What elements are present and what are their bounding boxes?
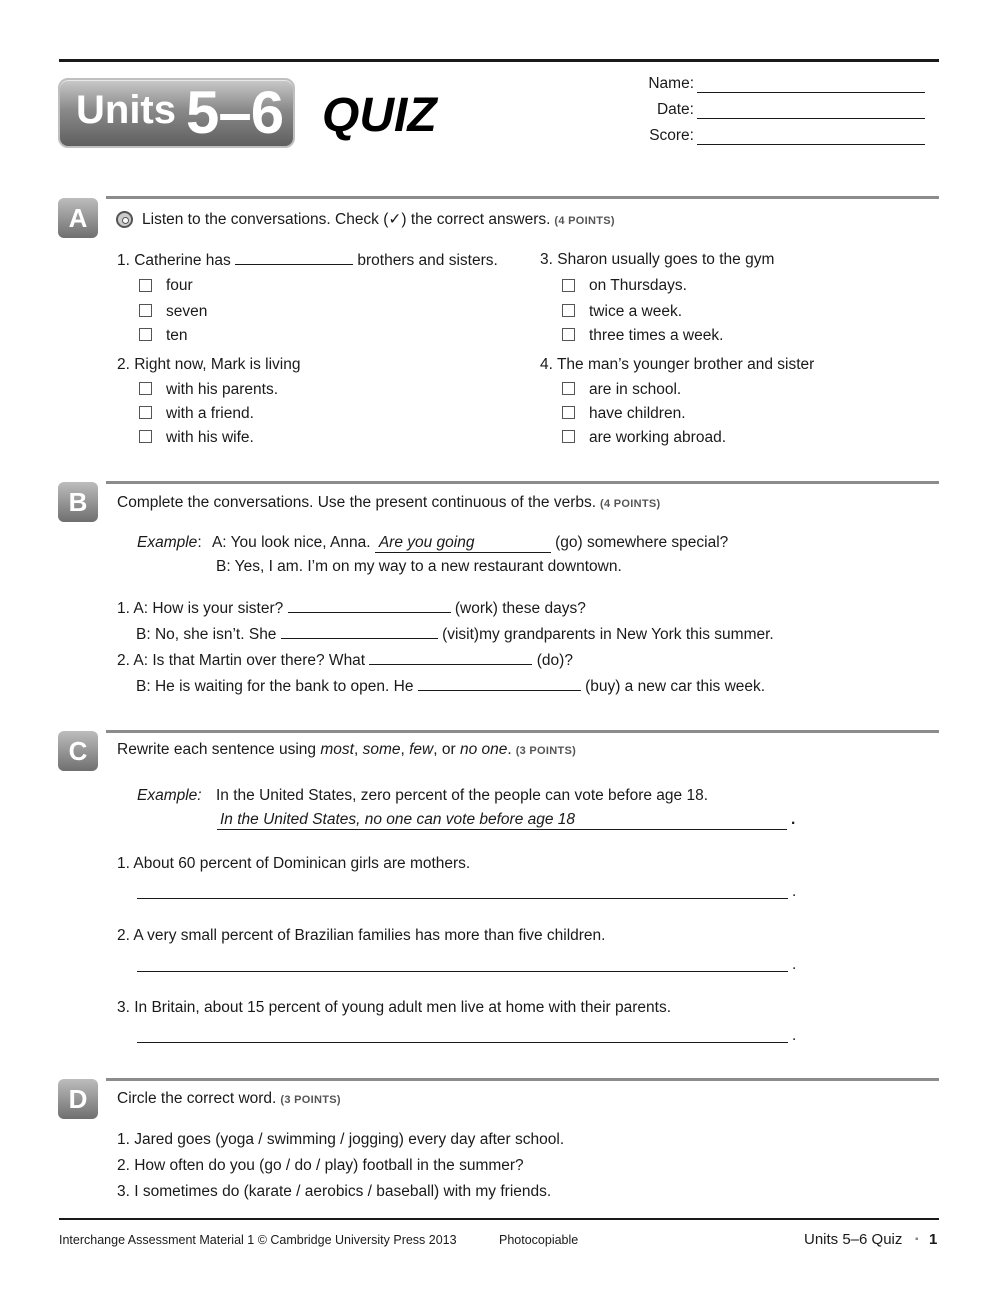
option-a1-1: seven	[166, 303, 208, 320]
option-a3-1: twice a week.	[589, 303, 683, 320]
top-rule	[59, 59, 939, 62]
question-c2: 2. A very small percent of Brazilian families has more than five children.	[117, 927, 606, 944]
section-c-points: (3 POINTS)	[515, 745, 577, 757]
example-period: .	[791, 811, 796, 828]
checkbox-a1-0[interactable]	[139, 279, 152, 292]
section-a-points: (4 POINTS)	[554, 215, 615, 227]
example-label: Example	[137, 534, 198, 551]
section-b-rule	[106, 481, 939, 484]
question-a4: 4. The man’s younger brother and sister	[540, 356, 815, 373]
footer-quiz-name: Units 5–6 Quiz	[804, 1231, 903, 1248]
section-c-badge: C	[58, 731, 98, 771]
option-a4-1: have children.	[589, 405, 686, 422]
period-c2: .	[792, 956, 797, 973]
footer-copyright: Interchange Assessment Material 1 © Cambridge University Press 2013	[59, 1233, 457, 1247]
section-c-example-label: Example:	[137, 787, 202, 804]
question-d3: 3. I sometimes do (karate / aerobics / baseball) with my friends.	[117, 1183, 552, 1200]
section-a-rule	[106, 196, 939, 199]
answer-line-c1[interactable]	[137, 898, 788, 899]
period-c3: .	[792, 1027, 797, 1044]
blank-b2-a[interactable]	[369, 651, 532, 665]
section-d-rule	[106, 1078, 939, 1081]
units-number: 5–6	[186, 79, 284, 146]
checkbox-a3-1[interactable]	[562, 304, 575, 317]
section-c-example-text: In the United States, zero percent of the people can vote before age 18.	[216, 787, 709, 804]
blank-b2-b[interactable]	[418, 677, 581, 691]
option-a3-0: on Thursdays.	[589, 277, 687, 294]
option-a2-1: with a friend.	[166, 405, 254, 422]
checkbox-a2-1[interactable]	[139, 406, 152, 419]
question-a2: 2. Right now, Mark is living	[117, 356, 301, 373]
question-d2: 2. How often do you (go / do / play) football in the summer?	[117, 1157, 524, 1174]
checkbox-a1-1[interactable]	[139, 304, 152, 317]
date-field[interactable]	[697, 118, 925, 119]
bottom-rule	[59, 1218, 939, 1220]
section-d-instruction: Circle the correct word. (3 POINTS)	[117, 1090, 341, 1107]
option-a3-2: three times a week.	[589, 327, 724, 344]
section-c-example-answer: In the United States, no one can vote before age 18	[217, 811, 787, 830]
checkbox-a4-2[interactable]	[562, 430, 575, 443]
option-a1-2: ten	[166, 327, 188, 344]
checkbox-a2-0[interactable]	[139, 382, 152, 395]
blank-a1[interactable]	[235, 251, 353, 265]
section-b-points: (4 POINTS)	[600, 498, 661, 510]
question-a3: 3. Sharon usually goes to the gym	[540, 251, 775, 268]
checkbox-a4-1[interactable]	[562, 406, 575, 419]
question-d1: 1. Jared goes (yoga / swimming / jogging) every day after school.	[117, 1131, 565, 1148]
footer-separator: ▪	[915, 1234, 919, 1245]
section-d-points: (3 POINTS)	[280, 1094, 341, 1106]
option-a1-0: four	[166, 277, 193, 294]
section-b-example-line-b: B: Yes, I am. I’m on my way to a new restaurant downtown.	[216, 558, 622, 575]
question-b1-b: B: No, she isn’t. She (visit)my grandparents in New York this summer.	[136, 626, 774, 643]
section-c-rule	[106, 730, 939, 733]
audio-cd-icon[interactable]	[116, 211, 133, 228]
question-c3: 3. In Britain, about 15 percent of young adult men live at home with their parents.	[117, 999, 672, 1016]
option-a2-2: with his wife.	[166, 429, 254, 446]
score-field[interactable]	[697, 144, 925, 145]
checkbox-a4-0[interactable]	[562, 382, 575, 395]
section-d-badge: D	[58, 1079, 98, 1119]
question-b1-a: 1. A: How is your sister? (work) these days?	[117, 600, 586, 617]
section-a-badge: A	[58, 198, 98, 238]
option-a4-0: are in school.	[589, 381, 682, 398]
example-answer: Are you going	[375, 534, 551, 553]
question-b2-b: B: He is waiting for the bank to open. He (buy) a new car this week.	[136, 678, 766, 695]
blank-b1-a[interactable]	[288, 599, 451, 613]
option-a4-2: are working abroad.	[589, 429, 726, 446]
answer-line-c2[interactable]	[137, 971, 788, 972]
checkbox-a3-2[interactable]	[562, 328, 575, 341]
checkbox-a1-2[interactable]	[139, 328, 152, 341]
page-number: 1	[929, 1231, 938, 1248]
section-b-badge: B	[58, 482, 98, 522]
answer-line-c3[interactable]	[137, 1042, 788, 1043]
option-a2-0: with his parents.	[166, 381, 278, 398]
question-b2-a: 2. A: Is that Martin over there? What (do)?	[117, 652, 573, 669]
page-title: QUIZ	[322, 89, 437, 142]
checkbox-a3-0[interactable]	[562, 279, 575, 292]
section-a-instruction: Listen to the conversations. Check (✓) the correct answers. (4 POINTS)	[142, 211, 615, 228]
name-label: Name:	[648, 75, 694, 92]
question-c1: 1. About 60 percent of Dominican girls are mothers.	[117, 855, 471, 872]
question-a1: 1. Catherine has brothers and sisters.	[117, 252, 498, 269]
date-label: Date:	[656, 101, 694, 118]
section-c-instruction: Rewrite each sentence using most, some, few, or no one. (3 POINTS)	[117, 741, 577, 758]
score-label: Score:	[649, 127, 694, 144]
units-word: Units	[76, 88, 176, 132]
period-c1: .	[792, 883, 797, 900]
blank-b1-b[interactable]	[281, 625, 438, 639]
section-b-instruction: Complete the conversations. Use the present continuous of the verbs. (4 POINTS)	[117, 494, 661, 511]
checkbox-a2-2[interactable]	[139, 430, 152, 443]
section-b-example-line-a: Example: A: You look nice, Anna. Are you going (go) somewhere special?	[137, 534, 729, 551]
name-field[interactable]	[697, 92, 925, 93]
footer-photocopiable: Photocopiable	[499, 1233, 579, 1247]
